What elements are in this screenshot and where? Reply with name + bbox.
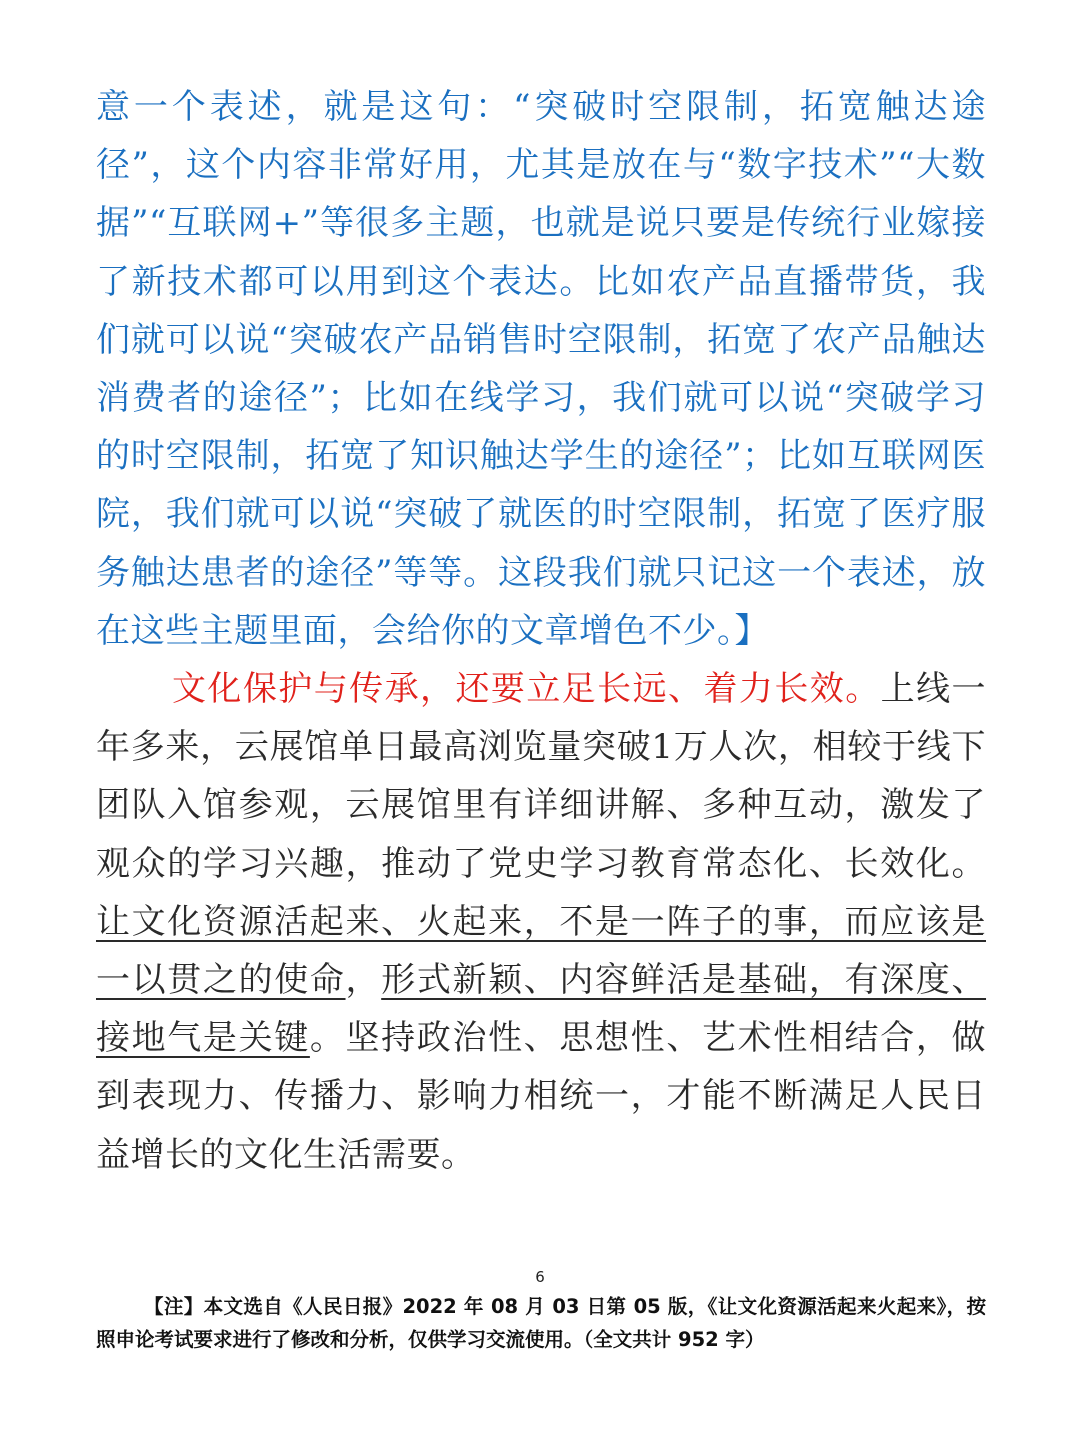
article-page — [96, 78, 986, 1184]
body-text-2: 。坚持政治性、思想性、艺术性相结合，做到表现力、传播力、影响力相统一，才能不断满足人民日益增长的文化生活需要。 — [96, 1018, 986, 1175]
source-note: 【注】本文选自《人民日报》2022 年 08 月 03 日第 05 版，《让文化资源活起来火起来》，按照申论考试要求进行了修改和分析，仅供学习交流使用。（全文共计 952 字） — [96, 1295, 986, 1351]
underlined-sentence-2: 形式新颖、内容鲜活是基础，有深度、接地气是关键 — [96, 960, 987, 1059]
page-number: 6 — [535, 1268, 545, 1286]
body-text-1: 上线一年多来，云展馆单日最高浏览量突破1万人次，相较于线下团队入馆参观，云展馆里有详细讲解、多种互动，激发了观众的学习兴趣，推动了党史学习教育常态化、长效化。 — [96, 669, 987, 884]
commentary-paragraph: 意一个表述，就是这句：“突破时空限制，拓宽触达途径”，这个内容非常好用，尤其是放在与“数字技术”“大数据”“互联网+”等很多主题，也就是说只要是传统行业嫁接了新技术都可以用到这个表达。比如农产品直播带货，我们就可以说“突破农产品销售时空限制，拓宽了农产品触达消费者的途径”；比如在线学习，我们就可以说“突破学习的时空限制，拓宽了知识触达学生的途径”；比如互联网医院，我们就可以说“突破了就医的时空限制，拓宽了医疗服务触达患者的途径”等等。这段我们就只记这一个表述，放在这些主题里面，会给你的文章增色不少。】 — [96, 87, 986, 651]
separator-comma: ， — [345, 960, 382, 1001]
underlined-sentence-1: 让文化资源活起来、火起来，不是一阵子的事，而应该是一以贯之的使命 — [96, 901, 986, 1001]
body-paragraph — [96, 660, 986, 1184]
highlighted-thesis: 文化保护与传承，还要立足长远、着力长效。 — [172, 669, 881, 710]
